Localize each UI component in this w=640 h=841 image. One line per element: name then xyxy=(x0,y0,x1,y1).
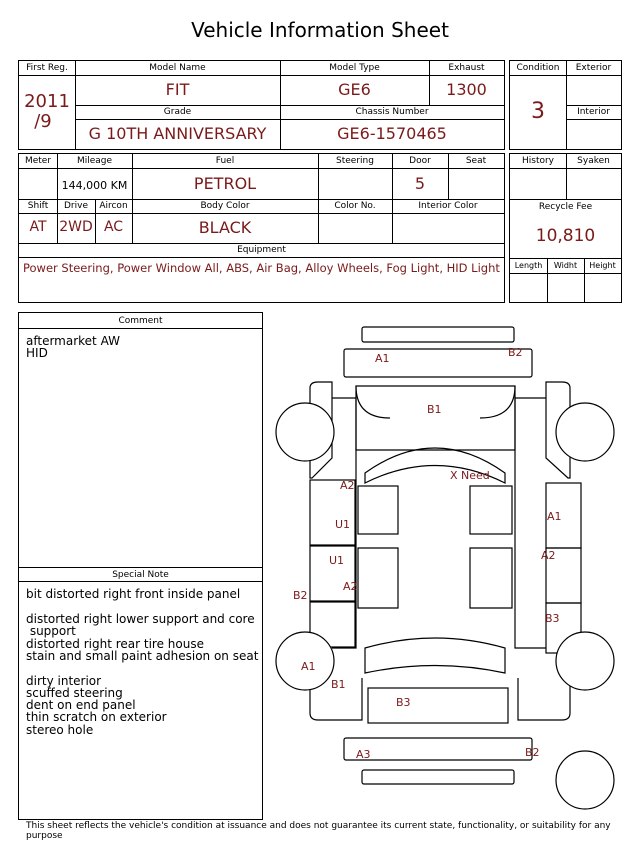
chassis-label: Chassis Number xyxy=(355,107,429,117)
interior-color-label: Interior Color xyxy=(418,201,478,211)
chassis-value: GE6-1570465 xyxy=(337,124,447,143)
mark-front-bumper-left: A1 xyxy=(375,352,390,365)
mileage-label: Mileage xyxy=(76,156,113,166)
condition-value: 3 xyxy=(531,99,545,124)
exhaust-value: 1300 xyxy=(446,80,487,99)
mark-rear-left-door: U1 xyxy=(329,554,345,567)
comment-line: aftermarket AW xyxy=(26,334,120,348)
mark-windshield: X Need xyxy=(450,469,490,482)
car-damage-diagram xyxy=(270,318,630,818)
recycle-fee-value: 10,810 xyxy=(535,226,596,246)
sheet-title: Vehicle Information Sheet xyxy=(191,18,449,42)
comment-label: Comment xyxy=(118,316,163,326)
comment-line: HID xyxy=(26,346,48,360)
grade-value: G 10TH ANNIVERSARY xyxy=(88,124,267,143)
first-reg-label: First Reg. xyxy=(26,63,68,73)
mark-rear-left-door-lower: A2 xyxy=(343,580,358,593)
spare-wheel xyxy=(556,751,614,809)
equipment-value: Power Steering, Power Window All, ABS, Air Bag, Alloy Wheels, Fog Light, HID Light xyxy=(23,261,500,275)
drive-label: Drive xyxy=(64,201,88,211)
door-value: 5 xyxy=(414,174,426,193)
color-no-label: Color No. xyxy=(334,201,376,211)
mark-rear-bumper-right: B2 xyxy=(525,746,540,759)
model-type-label: Model Type xyxy=(329,63,380,73)
model-name-value: FIT xyxy=(165,80,190,99)
grade-label: Grade xyxy=(163,107,192,117)
exterior-label: Exterior xyxy=(575,63,612,73)
note-line: stereo hole xyxy=(26,723,94,737)
mark-left-rocker: B2 xyxy=(293,589,308,602)
note-line: thin scratch on exterior xyxy=(26,710,167,724)
mark-hood: B1 xyxy=(427,403,442,416)
body-color-value: BLACK xyxy=(198,218,252,237)
note-line: dirty interior xyxy=(26,674,102,688)
meter-label: Meter xyxy=(24,156,52,166)
mark-right-rear-quarter: B3 xyxy=(545,612,560,625)
note-line: dent on end panel xyxy=(26,698,136,712)
side-info-block xyxy=(509,153,622,303)
aircon-value: AC xyxy=(103,219,124,235)
note-line: stain and small paint adhesion on seat xyxy=(26,649,259,663)
rear-right-wheel xyxy=(556,632,614,690)
width-label: Widht xyxy=(553,261,578,270)
aircon-label: Aircon xyxy=(99,201,128,211)
length-label: Length xyxy=(514,261,543,270)
door-label: Door xyxy=(409,156,431,166)
shift-value: AT xyxy=(29,219,47,235)
body-color-label: Body Color xyxy=(200,201,250,211)
vehicle-spec-block xyxy=(18,153,505,303)
top-info-block xyxy=(18,60,505,150)
condition-label: Condition xyxy=(516,63,560,73)
front-left-wheel xyxy=(276,403,334,461)
condition-block xyxy=(509,60,622,150)
mark-front-left-door: U1 xyxy=(335,518,351,531)
mark-front-bumper-right: B2 xyxy=(508,346,523,359)
seat-label: Seat xyxy=(465,156,487,166)
mark-rear-bumper-left: A3 xyxy=(356,748,371,761)
fuel-label: Fuel xyxy=(215,156,235,166)
note-line: bit distorted right front inside panel xyxy=(26,587,241,601)
mark-front-left-fender: A2 xyxy=(340,479,355,492)
steering-label: Steering xyxy=(336,156,374,166)
note-line: support xyxy=(26,624,76,638)
note-line: distorted right lower support and core xyxy=(26,612,255,626)
shift-label: Shift xyxy=(27,201,49,211)
history-label: History xyxy=(521,156,555,166)
fuel-value: PETROL xyxy=(193,174,257,193)
special-note-label: Special Note xyxy=(112,570,169,580)
height-label: Height xyxy=(589,261,616,270)
exhaust-label: Exhaust xyxy=(448,63,485,73)
interior-label: Interior xyxy=(577,107,610,117)
drive-value: 2WD xyxy=(59,219,93,235)
model-type-value: GE6 xyxy=(338,80,371,99)
first-reg-year: 2011 xyxy=(24,91,70,112)
note-line: scuffed steering xyxy=(26,686,123,700)
front-right-wheel xyxy=(556,403,614,461)
mark-front-right-door: A1 xyxy=(547,510,562,523)
model-name-label: Model Name xyxy=(149,63,206,73)
syaken-label: Syaken xyxy=(577,156,610,166)
comment-panel xyxy=(18,312,263,820)
note-line: distorted right rear tire house xyxy=(26,637,204,651)
equipment-label: Equipment xyxy=(237,245,286,255)
mark-trunk: B3 xyxy=(396,696,411,709)
disclaimer-footer: This sheet reflects the vehicle's condition at issuance and does not guarantee its current state, functionality, or suitability for any purpose xyxy=(26,821,611,841)
mark-rear-left-wheel: A1 xyxy=(301,660,316,673)
mark-rear-right-door: A2 xyxy=(541,549,556,562)
recycle-fee-label: Recycle Fee xyxy=(538,202,593,212)
first-reg-month: /9 xyxy=(34,111,52,132)
mileage-value: 144,000 KM xyxy=(61,179,128,192)
mark-rear-left-quarter: B1 xyxy=(331,678,346,691)
